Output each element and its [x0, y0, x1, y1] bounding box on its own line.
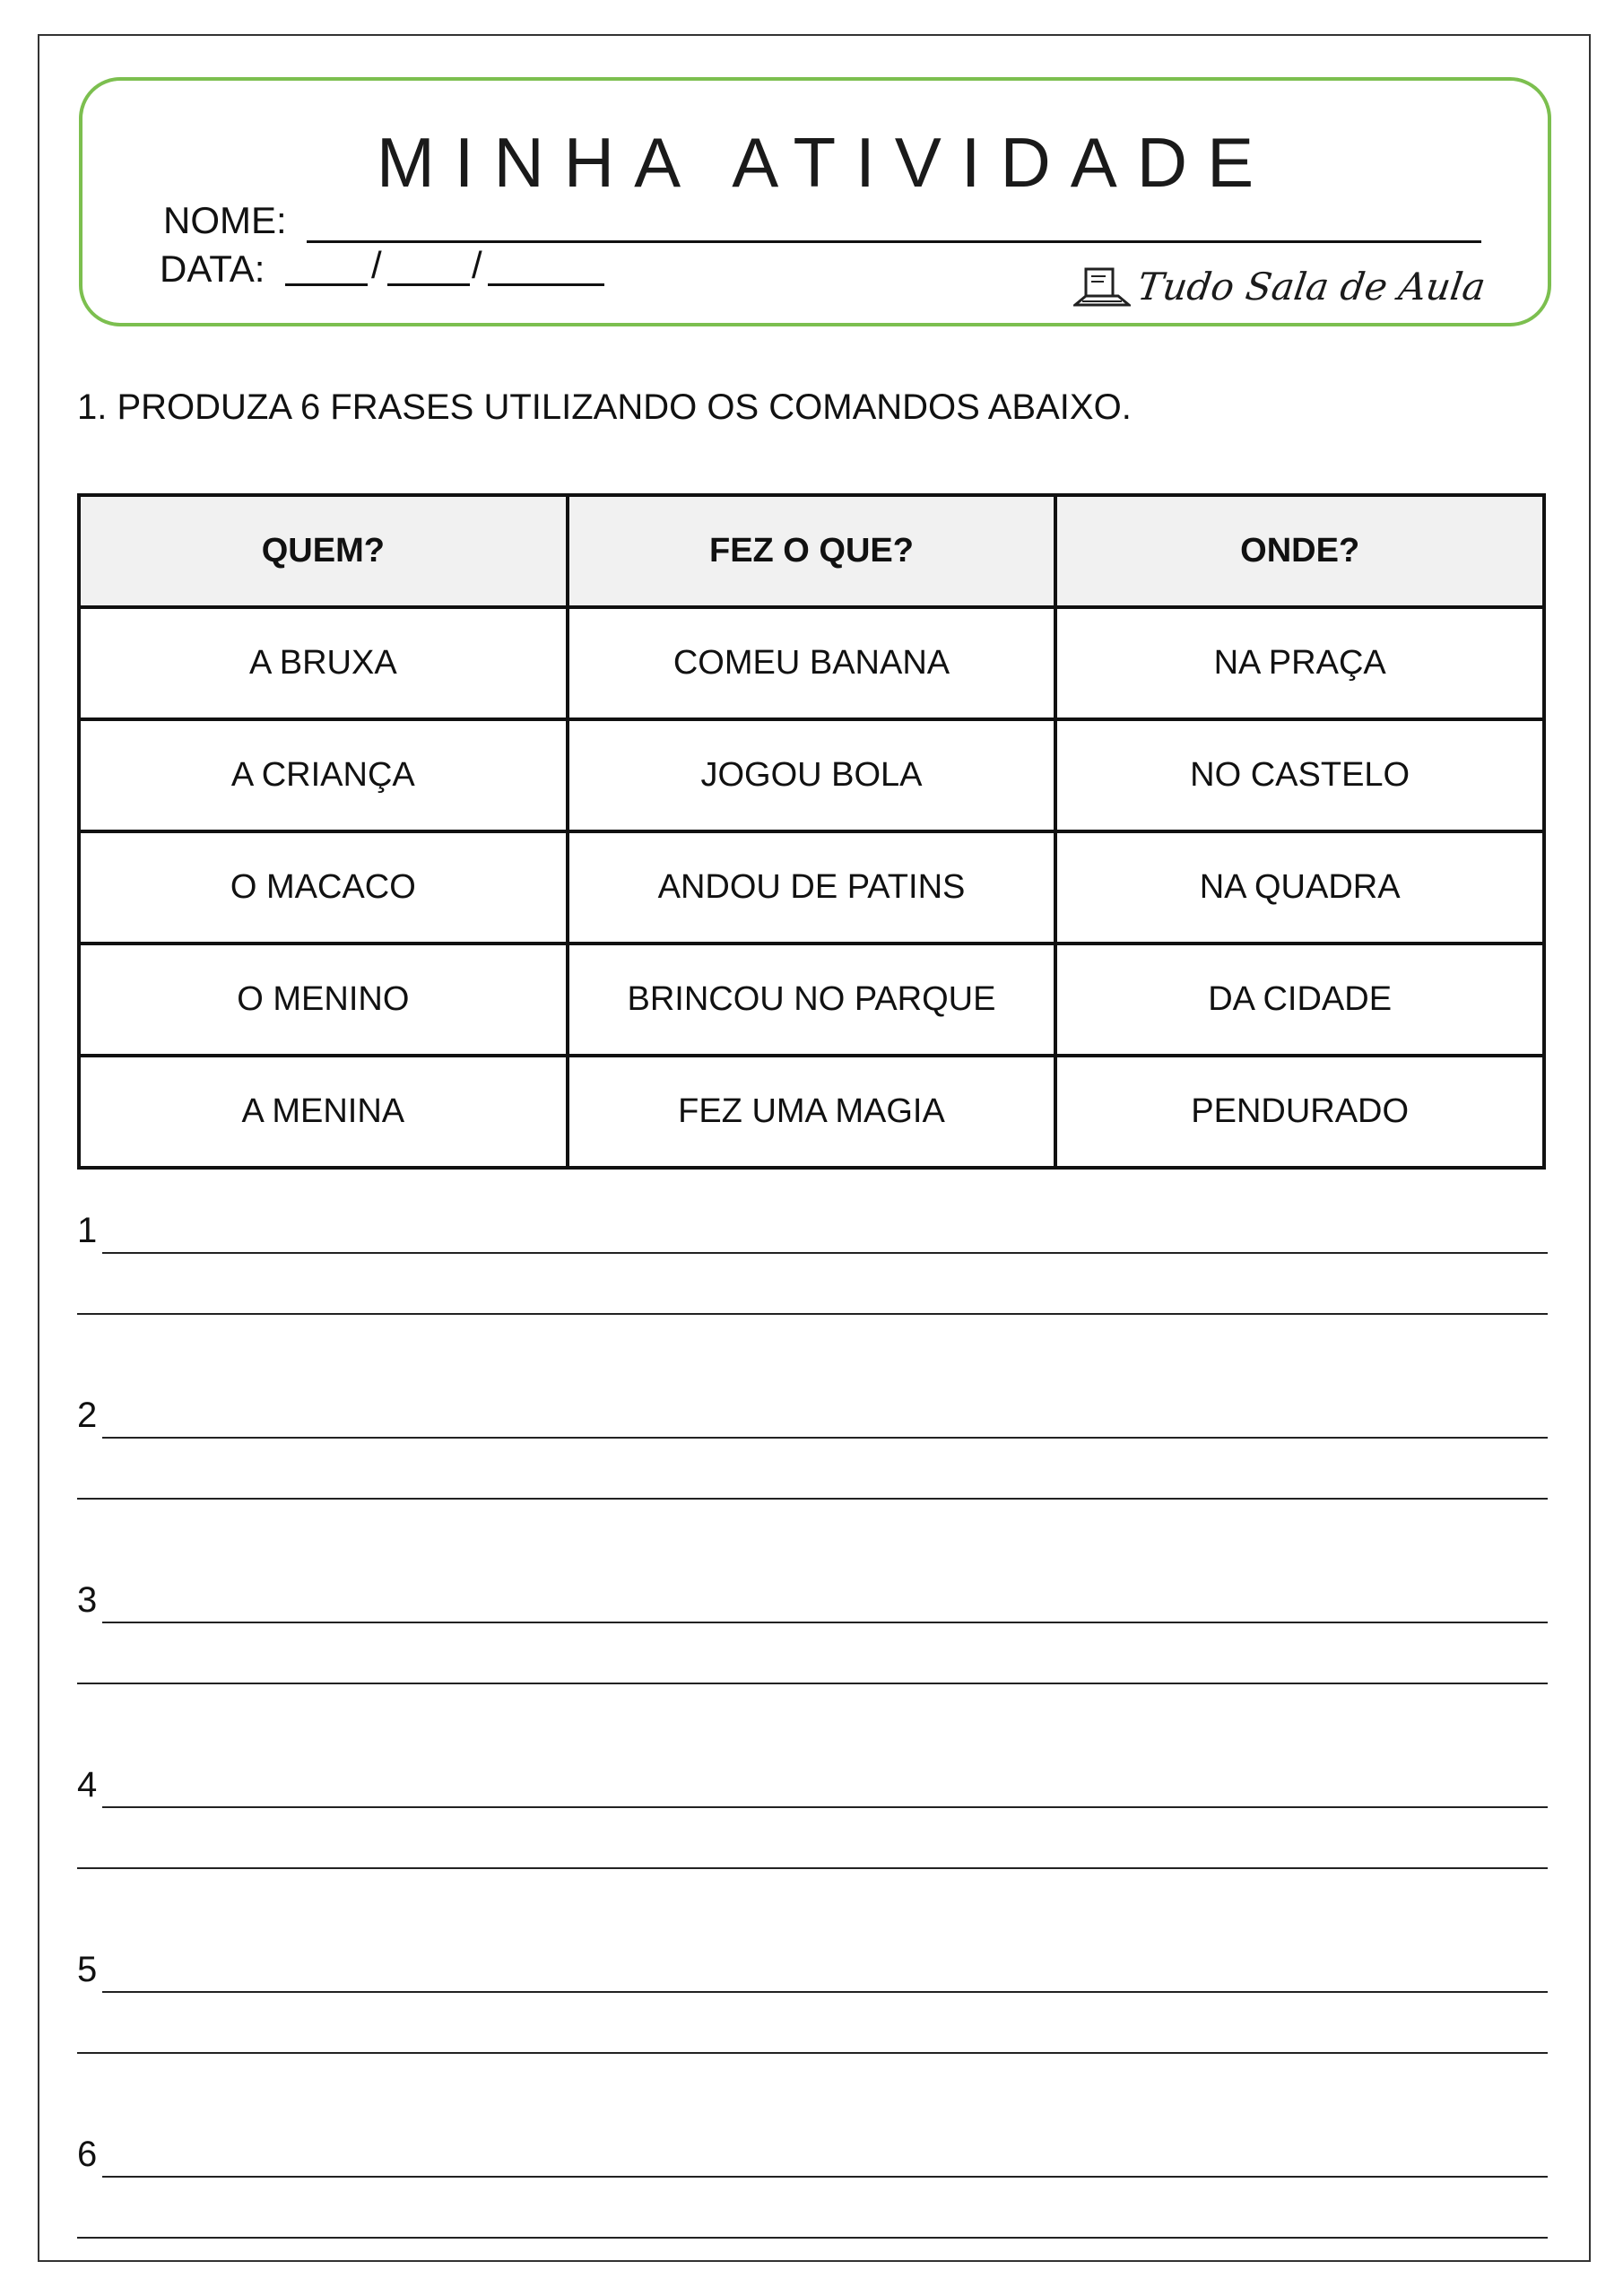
table-cell: O MENINO [79, 944, 568, 1056]
table-cell: A BRUXA [79, 607, 568, 719]
writing-number: 3 [77, 1580, 98, 1620]
nome-field-line[interactable] [307, 240, 1481, 243]
date-separator: / [371, 244, 382, 286]
writing-number: 6 [77, 2135, 98, 2174]
table-cell: NA PRAÇA [1055, 607, 1544, 719]
writing-line[interactable] [77, 2052, 1548, 2054]
chalkboard-icon [1073, 264, 1131, 309]
table-row [79, 607, 1544, 719]
table-cell: A CRIANÇA [79, 719, 568, 831]
writing-number: 1 [77, 1211, 98, 1250]
writing-line[interactable] [77, 1683, 1548, 1684]
table-cell: JOGOU BOLA [568, 719, 1056, 831]
date-day-line[interactable] [285, 283, 368, 286]
table-row [79, 944, 1544, 1056]
table-cell: PENDURADO [1055, 1056, 1544, 1168]
writing-line[interactable] [77, 1867, 1548, 1869]
table-row [79, 831, 1544, 944]
header-onde: ONDE? [1055, 495, 1544, 607]
header-fez-o-que: FEZ O QUE? [568, 495, 1056, 607]
writing-line[interactable] [77, 1313, 1548, 1315]
data-label: DATA: [160, 248, 265, 290]
logo-text: Tudo Sala de Aula [1134, 265, 1488, 309]
header-box [79, 77, 1551, 326]
table-cell: A MENINA [79, 1056, 568, 1168]
date-year-line[interactable] [488, 283, 604, 286]
date-month-line[interactable] [387, 283, 470, 286]
page-title: MINHA ATIVIDADE [376, 123, 1274, 202]
writing-line[interactable] [102, 1806, 1548, 1808]
table-cell: NO CASTELO [1055, 719, 1544, 831]
writing-line[interactable] [102, 1252, 1548, 1254]
table-row [79, 719, 1544, 831]
date-separator: / [472, 244, 482, 286]
writing-line[interactable] [102, 1991, 1548, 1993]
writing-number: 5 [77, 1950, 98, 1989]
writing-line[interactable] [102, 1437, 1548, 1439]
table-cell: FEZ UMA MAGIA [568, 1056, 1056, 1168]
nome-label: NOME: [163, 199, 287, 241]
table-cell: O MACACO [79, 831, 568, 944]
writing-number: 4 [77, 1765, 98, 1805]
writing-line[interactable] [102, 1622, 1548, 1623]
writing-line[interactable] [102, 2176, 1548, 2178]
table-cell: COMEU BANANA [568, 607, 1056, 719]
header-quem: QUEM? [79, 495, 568, 607]
writing-number: 2 [77, 1396, 98, 1435]
table-cell: DA CIDADE [1055, 944, 1544, 1056]
commands-table [77, 493, 1546, 1170]
brand-logo [1073, 251, 1488, 309]
writing-line[interactable] [77, 1498, 1548, 1500]
writing-line[interactable] [77, 2237, 1548, 2239]
table-cell: BRINCOU NO PARQUE [568, 944, 1056, 1056]
table-row [79, 1056, 1544, 1168]
table-cell: NA QUADRA [1055, 831, 1544, 944]
table-cell: ANDOU DE PATINS [568, 831, 1056, 944]
table-header-row [79, 495, 1544, 607]
instruction-text: 1. PRODUZA 6 FRASES UTILIZANDO OS COMANDOS ABAIXO. [77, 387, 1132, 427]
